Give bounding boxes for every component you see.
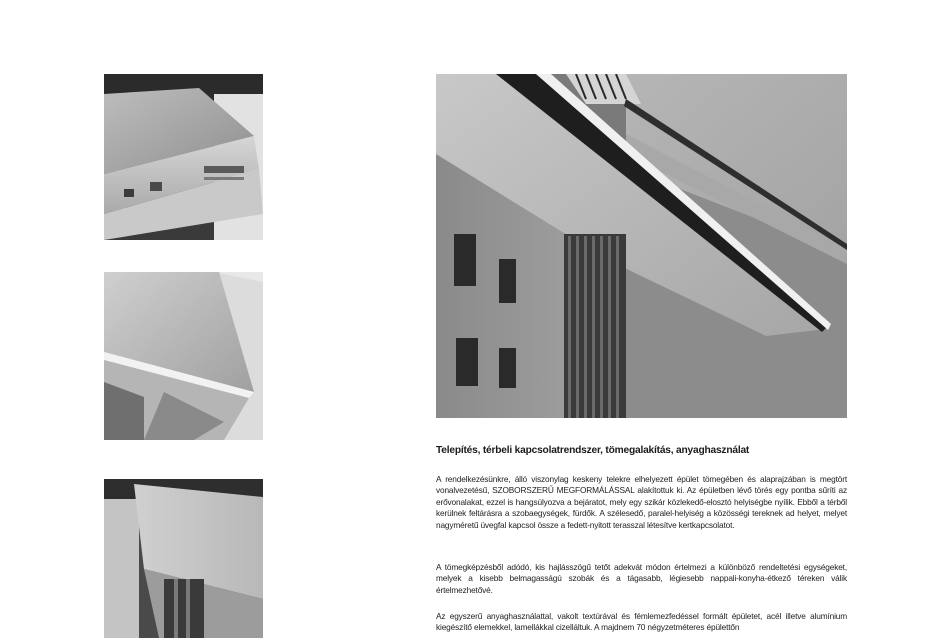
model-photo-2 [104,272,263,440]
paragraph-massing: A tömegképzésből adódó, kis hajlásszögű tetőt adekvát módon értelmezi a különböző rendeltetési egységeket, melyek a kisebb belmagasságú szobák és a tágasabb, légiesebb nappali-konyha-étkező téreken válik értelmezhetővé. [436,562,847,595]
model-photo-3 [104,479,263,638]
section-heading: Telepítés, térbeli kapcsolatrendszer, tömegalakítás, anyaghasználat [436,445,750,456]
model-photo-1 [104,74,263,240]
paragraph-siting: A rendelkezésünkre, álló viszonylag keskeny telekre elhelyezett épület tömegében és alaprajzában is megtört vonalvezetésű, SZOBORSZERŰ MEGFORMÁLÁSSAL alakítottuk ki. Az épületben lévő törés egy pontba sűríti az erővonalakat, ezzel is hangsúlyozva a bejáratot, mely egy szikár közlekedő-elosztó helyiségbe nyílik. Ebből a térből kerülnek feltárásra a szobaegységek, fürdők. A szélesedő, paralel-helyiség a közösségi tereknek ad helyet, melyet nagyméretű üvegfal kapcsol össze a fedett-nyitott terasszal létesítve kertkapcsolatot. [436,474,847,530]
building-photo [436,74,847,418]
paragraph-materials: Az egyszerű anyaghasználattal, vakolt textúrával és fémlemezfedéssel formált épületet, acél illetve alumínium kiegészítő elemekkel, lamellákkal cizelláltuk. A majdnem 70 négyzetméteres épülettőn [436,611,847,633]
